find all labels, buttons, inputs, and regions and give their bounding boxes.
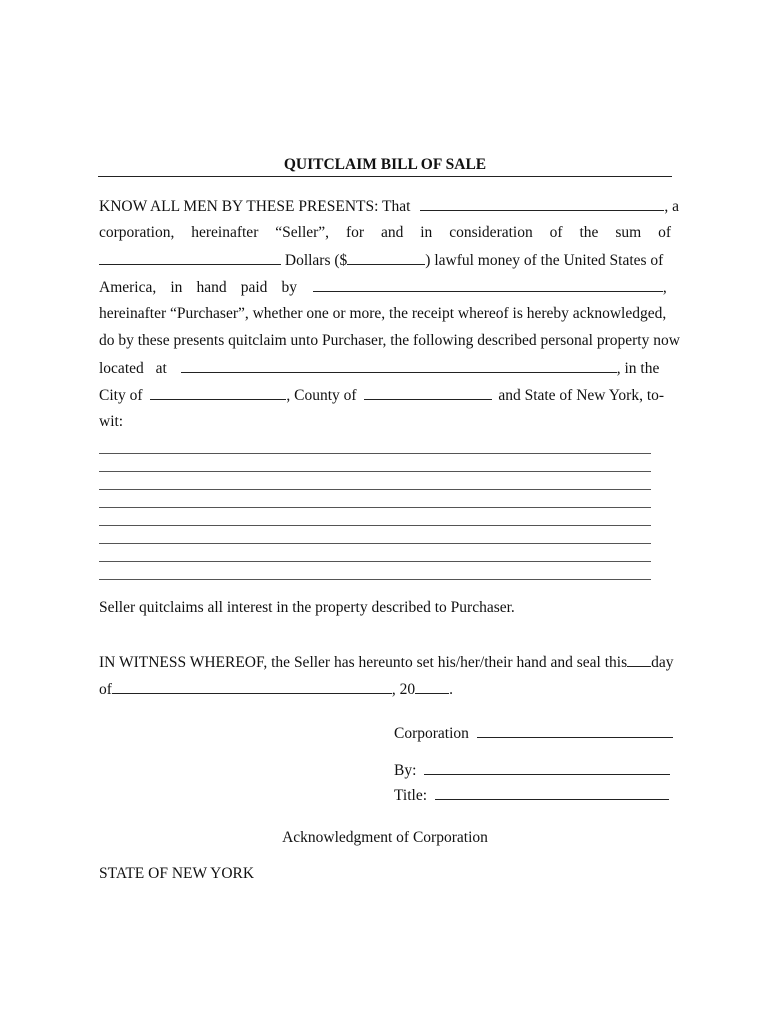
word: by	[281, 279, 297, 296]
word: at	[155, 360, 167, 377]
month-field[interactable]	[112, 679, 392, 694]
property-description-line[interactable]	[99, 561, 651, 562]
county-label: , County of	[286, 387, 357, 404]
title-label: Title:	[394, 787, 428, 804]
title-signature-line	[394, 785, 669, 806]
by-signature-line	[394, 760, 670, 781]
state-of-new-york: STATE OF NEW YORK	[99, 865, 255, 882]
corporation-label: Corporation	[394, 725, 469, 742]
witness-text: IN WITNESS WHEREOF, the Seller has hereunto set his/her/their hand and seal this	[99, 654, 628, 671]
word: the	[579, 224, 599, 241]
word: and	[380, 224, 404, 241]
corporation-signature-line	[394, 723, 673, 744]
paragraph-line-1	[99, 196, 679, 216]
word: America,	[99, 279, 157, 296]
property-description-line[interactable]	[99, 525, 651, 526]
city-field[interactable]	[150, 385, 286, 400]
property-description-line[interactable]	[99, 471, 651, 472]
purchaser-name-field[interactable]	[313, 277, 663, 292]
amount-words-field[interactable]	[99, 250, 281, 265]
word: sum	[615, 224, 642, 241]
word: in	[420, 224, 433, 241]
quitclaim-statement: Seller quitclaims all interest in the property described to Purchaser.	[99, 599, 515, 616]
line-1-suffix: , a	[664, 198, 679, 215]
year-prefix: , 20	[391, 681, 416, 698]
property-description-line[interactable]	[99, 489, 651, 490]
paragraph-line-2	[99, 223, 671, 243]
document-title: QUITCLAIM BILL OF SALE	[283, 156, 487, 173]
title-field[interactable]	[435, 785, 669, 800]
word: of	[549, 224, 563, 241]
dollars-label: Dollars ($	[284, 252, 348, 269]
word: hereinafter	[191, 224, 259, 241]
corporation-field[interactable]	[477, 723, 673, 738]
word: of	[658, 224, 671, 241]
property-description-line[interactable]	[99, 453, 651, 454]
paragraph-line-3	[99, 250, 671, 270]
day-field[interactable]	[627, 652, 651, 667]
title-divider	[98, 176, 672, 177]
comma: ,	[662, 279, 667, 296]
property-description-line[interactable]	[99, 543, 651, 544]
word: located	[99, 360, 144, 377]
property-description-line[interactable]	[99, 507, 651, 508]
word: for	[345, 224, 365, 241]
year-field[interactable]	[415, 679, 449, 694]
paragraph-line-4	[99, 277, 671, 297]
period: .	[449, 681, 454, 698]
by-field[interactable]	[424, 760, 670, 775]
of-label: of	[99, 681, 112, 698]
in-the-text: , in the	[616, 360, 660, 377]
property-location-field[interactable]	[181, 358, 617, 373]
acknowledgment-heading: Acknowledgment of Corporation	[282, 829, 488, 846]
word: in	[170, 279, 183, 296]
city-label: City of	[99, 387, 143, 404]
lawful-money-text: ) lawful money of the United States of	[425, 252, 664, 269]
opening-text: KNOW ALL MEN BY THESE PRESENTS: That	[99, 198, 411, 215]
seller-name-field[interactable]	[420, 196, 664, 211]
paragraph-line-7	[99, 358, 671, 378]
word: paid	[240, 279, 268, 296]
state-text: and State of New York, to-	[498, 387, 665, 404]
by-label: By:	[394, 762, 417, 779]
witness-line-1	[99, 652, 674, 672]
word: corporation,	[99, 224, 175, 241]
paragraph-line-8	[99, 385, 671, 405]
paragraph-line-6: do by these presents quitclaim unto Purchaser, the following described personal property now	[99, 332, 680, 349]
paragraph-line-9: wit:	[99, 413, 124, 430]
day-label: day	[651, 654, 674, 671]
word: consideration	[449, 224, 533, 241]
word: “Seller”,	[275, 224, 330, 241]
property-description-line[interactable]	[99, 579, 651, 580]
word: hand	[196, 279, 227, 296]
amount-number-field[interactable]	[347, 250, 425, 265]
paragraph-line-5: hereinafter “Purchaser”, whether one or more, the receipt whereof is hereby acknowledged,	[99, 305, 667, 322]
county-field[interactable]	[364, 385, 492, 400]
witness-line-2	[99, 679, 671, 699]
